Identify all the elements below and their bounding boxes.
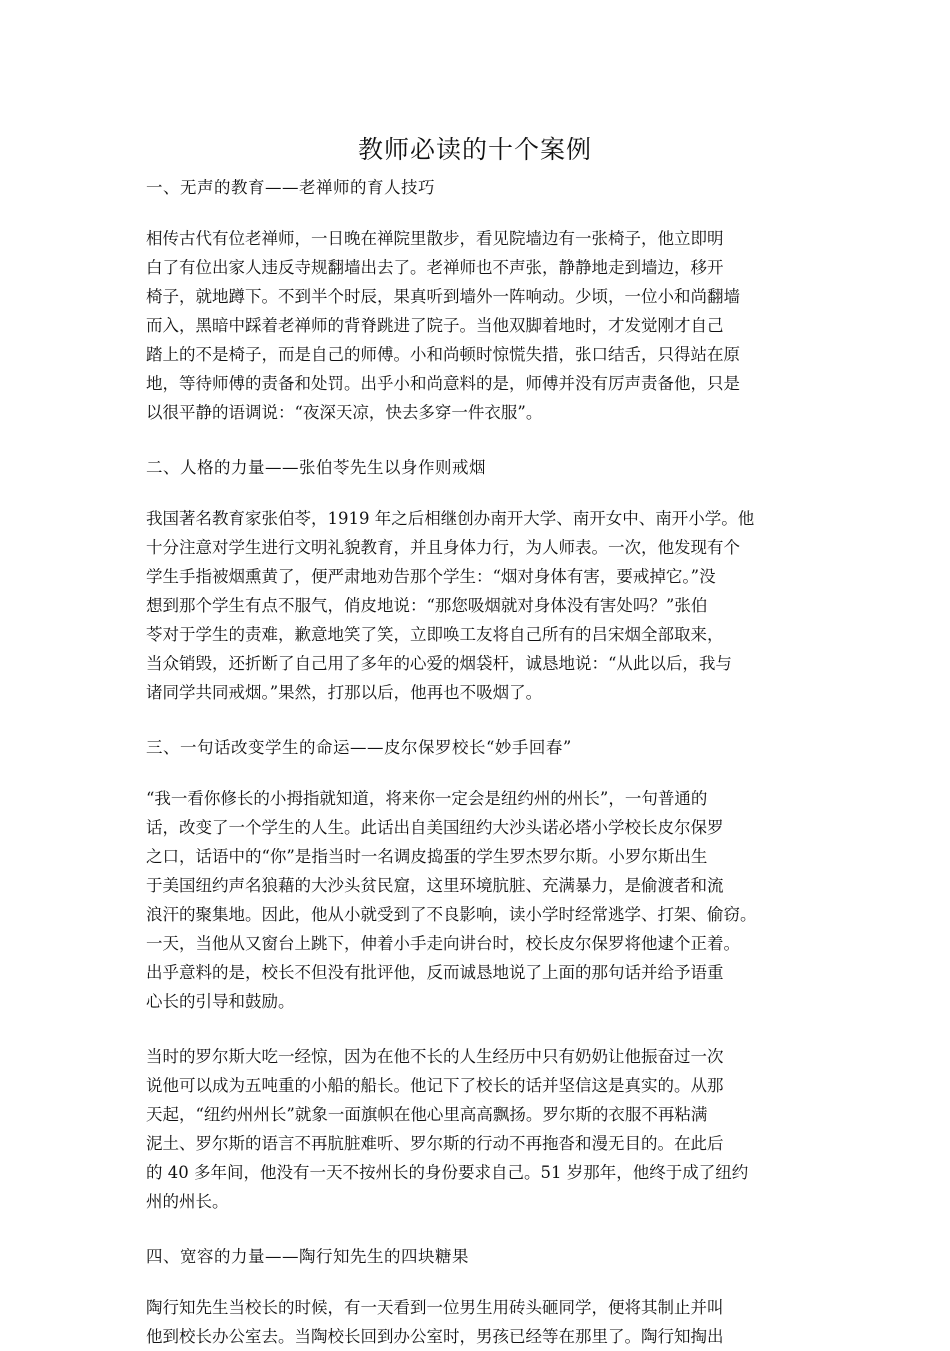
paragraph-line: 州的州长。 [146,1192,229,1211]
paragraph-line: “我一看你修长的小拇指就知道，将来你一定会是纽约州的州长”，一句普通的 [146,789,708,808]
paragraph-line: 以很平静的语调说：“夜深天凉，快去多穿一件衣服”。 [146,403,543,422]
paragraph-line: 出乎意料的是，校长不但没有批评他，反而诚恳地说了上面的那句话并给予语重 [146,963,724,982]
section-heading: 四、宽容的力量——陶行知先生的四块糖果 [146,1247,469,1266]
paragraph-line: 说他可以成为五吨重的小船的船长。他记下了校长的话并坚信这是真实的。从那 [146,1076,724,1095]
paragraph-line: 天起，“纽约州州长”就象一面旗帜在他心里高高飘扬。罗尔斯的衣服不再粘满 [146,1105,708,1124]
paragraph-line: 相传古代有位老禅师，一日晚在禅院里散步，看见院墙边有一张椅子，他立即明 [146,229,724,248]
paragraph-line: 的 40 多年间，他没有一天不按州长的身份要求自己。51 岁那年，他终于成了纽约 [146,1163,749,1182]
paragraph-line: 之口，话语中的“你”是指当时一名调皮捣蛋的学生罗杰罗尔斯。小罗尔斯出生 [146,847,708,866]
paragraph-line: 于美国纽约声名狼藉的大沙头贫民窟，这里环境肮脏、充满暴力，是偷渡者和流 [146,876,724,895]
section-heading: 三、一句话改变学生的命运——皮尔保罗校长“妙手回春” [146,738,572,757]
paragraph-line: 学生手指被烟熏黄了，便严肃地劝告那个学生：“烟对身体有害，要戒掉它。”没 [146,567,716,586]
paragraph-line: 诸同学共同戒烟。”果然，打那以后，他再也不吸烟了。 [146,683,543,702]
body-paragraph [146,1042,809,1216]
paragraph-line: 浪汗的聚集地。因此，他从小就受到了不良影响，读小学时经常逃学、打架、偷窃。 [146,905,757,924]
section-heading: 一、无声的教育——老禅师的育人技巧 [146,178,435,197]
body-paragraph [146,1293,809,1351]
paragraph-line: 十分注意对学生进行文明礼貌教育，并且身体力行，为人师表。一次，他发现有个 [146,538,740,557]
paragraph-line: 话，改变了一个学生的人生。此话出自美国纽约大沙头诺必塔小学校长皮尔保罗 [146,818,724,837]
paragraph-line: 泥土、罗尔斯的语言不再肮脏难听、罗尔斯的行动不再拖沓和漫无目的。在此后 [146,1134,724,1153]
document-body [146,173,809,1351]
paragraph-line: 一天，当他从又窗台上跳下，伸着小手走向讲台时，校长皮尔保罗将他逮个正着。 [146,934,740,953]
body-paragraph [146,784,809,1016]
section-heading: 二、人格的力量——张伯苓先生以身作则戒烟 [146,458,486,477]
body-paragraph [146,224,809,427]
paragraph-line: 想到那个学生有点不服气，俏皮地说：“那您吸烟就对身体没有害处吗？”张伯 [146,596,708,615]
paragraph-line: 当时的罗尔斯大吃一经惊，因为在他不长的人生经历中只有奶奶让他振奋过一次 [146,1047,724,1066]
paragraph-line: 我国著名教育家张伯苓，1919 年之后相继创办南开大学、南开女中、南开小学。他 [146,509,755,528]
document-title: 教师必读的十个案例 [357,135,592,164]
paragraph-line: 当众销毁，还折断了自己用了多年的心爱的烟袋杆，诚恳地说：“从此以后，我与 [146,654,732,673]
paragraph-line: 而入，黑暗中踩着老禅师的背脊跳进了院子。当他双脚着地时，才发觉刚才自己 [146,316,724,335]
paragraph-line: 踏上的不是椅子，而是自己的师傅。小和尚顿时惊慌失措，张口结舌，只得站在原 [146,345,740,364]
paragraph-line: 他到校长办公室去。当陶校长回到办公室时，男孩已经等在那里了。陶行知掏出 [146,1327,724,1346]
body-paragraph [146,504,809,707]
paragraph-line: 心长的引导和鼓励。 [146,992,295,1011]
paragraph-line: 白了有位出家人违反寺规翻墙出去了。老禅师也不声张，静静地走到墙边，移开 [146,258,724,277]
paragraph-line: 苓对于学生的责难，歉意地笑了笑，立即唤工友将自己所有的吕宋烟全部取来， [146,625,724,644]
paragraph-line: 椅子，就地蹲下。不到半个时辰，果真听到墙外一阵响动。少顷，一位小和尚翻墙 [146,287,740,306]
paragraph-line: 陶行知先生当校长的时候，有一天看到一位男生用砖头砸同学，便将其制止并叫 [146,1298,724,1317]
paragraph-line: 地，等待师傅的责备和处罚。出乎小和尚意料的是，师傅并没有厉声责备他，只是 [146,374,740,393]
